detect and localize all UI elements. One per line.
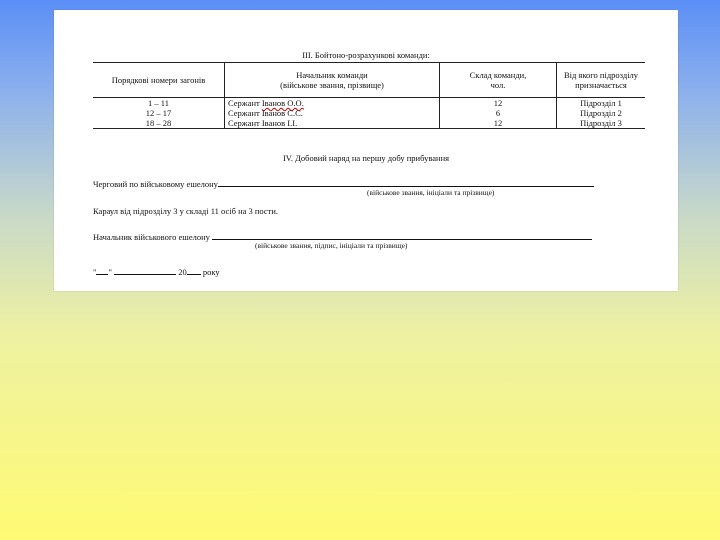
section-3-title: III. Бойтоно-розрахункові команди: <box>302 50 430 60</box>
command-table-header <box>93 63 645 98</box>
cell-team-size: 12 <box>440 118 557 129</box>
duty-officer-line <box>93 178 594 189</box>
date-day-blank <box>96 266 108 275</box>
date-month-blank <box>114 266 176 275</box>
date-open-quote: " <box>93 267 97 277</box>
date-line <box>93 266 220 277</box>
echelon-chief-label: Начальник військового ешелону <box>93 232 210 242</box>
chief-name: Іванов С.С. <box>261 108 303 118</box>
date-close-quote: " <box>108 267 112 277</box>
chief-rank: Сержант <box>228 118 260 128</box>
cell-team-numbers: 1 – 11 <box>93 98 225 109</box>
section-4-title: IV. Добовий наряд на першу добу прибування <box>282 153 450 163</box>
chief-name: Іванов О.О. <box>261 98 304 108</box>
cell-source-unit: Підрозділ 2 <box>580 108 622 118</box>
cell-source-unit: Підрозділ 3 <box>557 118 646 129</box>
cell-source-unit: Підрозділ 1 <box>580 98 622 108</box>
header-team-chief: Начальник команди (військове звання, прізвище) <box>225 63 440 98</box>
header-team-numbers: Порядкові номери загонів <box>93 63 225 98</box>
chief-name: Іванов І.І. <box>261 118 298 128</box>
date-suffix: року <box>202 267 220 277</box>
header-team-size: Склад команди, чол. <box>440 63 557 98</box>
table-row <box>93 118 645 129</box>
echelon-chief-hint: (військове звання, підпис, ініціали та прізвище) <box>255 241 408 250</box>
duty-officer-label: Черговий по військовому ешелону <box>93 179 218 189</box>
cell-team-chief <box>225 118 440 129</box>
cell-team-numbers: 12 – 17 <box>93 108 225 118</box>
table-row <box>93 98 645 109</box>
chief-rank: Сержант <box>228 98 260 108</box>
guard-text: Караул від підрозділу 3 у складі 11 осіб на 3 пости. <box>93 206 279 216</box>
duty-officer-hint: (військове звання, ініціали та прізвище) <box>367 188 495 197</box>
duty-officer-blank <box>218 178 594 187</box>
cell-team-size: 12 <box>440 98 557 109</box>
cell-team-chief <box>225 108 440 118</box>
date-year-prefix: 20 <box>178 267 187 277</box>
document-page <box>54 10 678 291</box>
header-source-unit: Від якого підрозділу призначається <box>557 63 646 98</box>
cell-team-chief <box>225 98 440 109</box>
date-year-blank <box>187 266 201 275</box>
command-table <box>93 62 645 129</box>
cell-team-numbers: 18 – 28 <box>93 118 225 129</box>
table-row <box>93 108 645 118</box>
echelon-chief-blank <box>212 231 592 240</box>
chief-rank: Сержант <box>228 108 260 118</box>
cell-team-size: 6 <box>440 108 557 118</box>
